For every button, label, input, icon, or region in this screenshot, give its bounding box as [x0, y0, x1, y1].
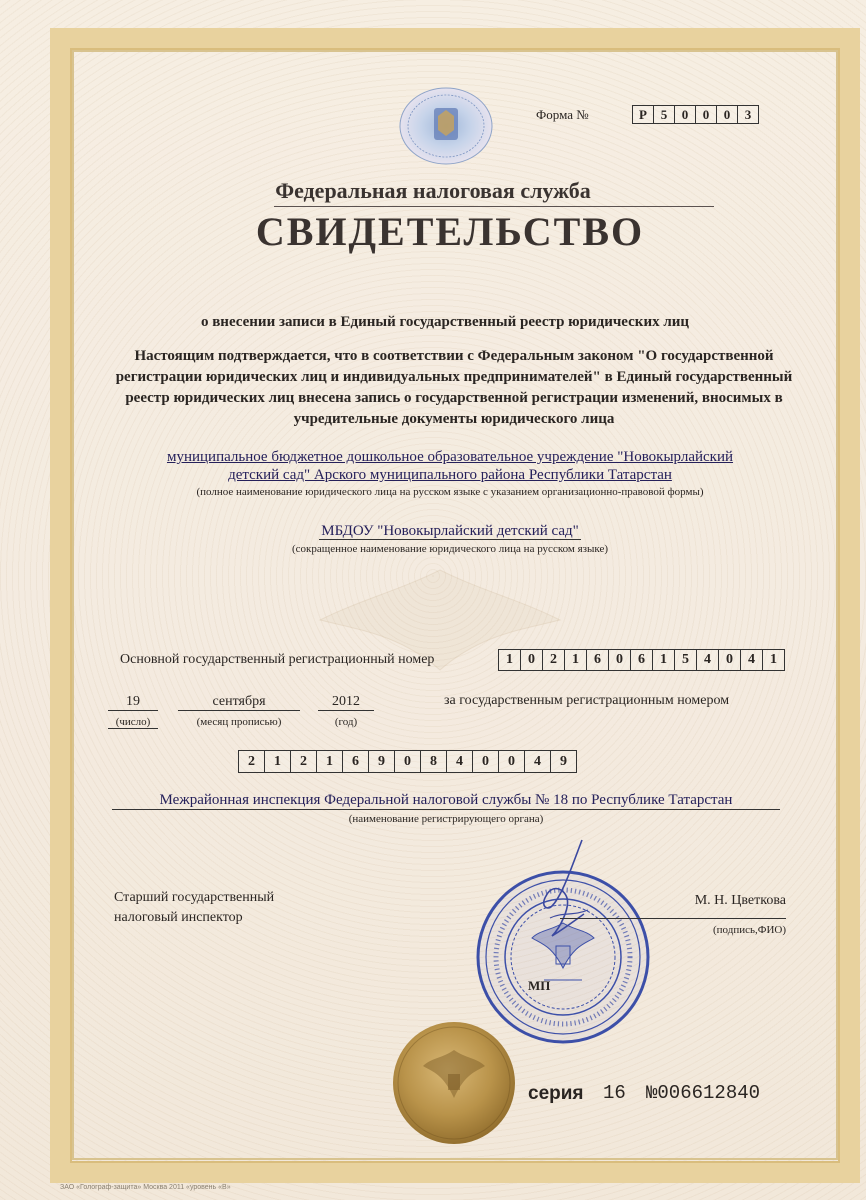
ogrn-digit: 4 [740, 649, 763, 671]
grn-number [238, 750, 576, 773]
grn-digit: 6 [342, 750, 369, 773]
grn-digit: 0 [394, 750, 421, 773]
ogrn-digit: 0 [608, 649, 631, 671]
signer-position-line2: налоговый инспектор [114, 910, 243, 925]
date-day: 19 [108, 694, 158, 711]
signature-line [560, 918, 786, 919]
signer-name: М. Н. Цветкова [694, 893, 786, 908]
entity-full-name-line2: детский сад" Арского муниципального района Республики Татарстан [228, 467, 672, 483]
ogrn-label: Основной государственный регистрационный номер [120, 652, 435, 667]
short-name-hint: (сокращенное наименование юридического лица на русском языке) [291, 543, 609, 555]
document-title: СВИДЕТЕЛЬСТВО [255, 209, 645, 254]
form-code-cell: 0 [695, 105, 717, 124]
grn-digit: 2 [238, 750, 265, 773]
form-code-cell: 5 [653, 105, 675, 124]
ogrn-digit: 4 [696, 649, 719, 671]
hologram-emblem-icon [398, 86, 494, 166]
grn-digit: 1 [264, 750, 291, 773]
ogrn-digit: 6 [630, 649, 653, 671]
form-code [632, 105, 758, 124]
entity-short-name-value: МБДОУ "Новокырлайский детский сад" [321, 523, 579, 539]
title-divider [274, 206, 714, 207]
form-code-cell: 3 [737, 105, 759, 124]
ogrn-number [498, 649, 784, 671]
date-month-hint: (месяц прописью) [196, 716, 282, 728]
registering-authority: Межрайонная инспекция Федеральной налоговой службы № 18 по Республике Татарстан [112, 792, 780, 810]
document-number: №006612840 [646, 1082, 761, 1104]
document-subtitle: о внесении записи в Единый государственный реестр юридических лиц [200, 314, 690, 330]
ogrn-digit: 0 [520, 649, 543, 671]
signer-position-line1: Старший государственный [114, 890, 275, 905]
grn-digit: 0 [472, 750, 499, 773]
ogrn-digit: 1 [762, 649, 785, 671]
full-name-hint: (полное наименование юридического лица на русском языке с указанием организационно-правовой формы) [196, 486, 704, 498]
form-code-cell: Р [632, 105, 654, 124]
ogrn-digit: 1 [498, 649, 521, 671]
grn-digit: 1 [316, 750, 343, 773]
ogrn-digit: 5 [674, 649, 697, 671]
statement-text: Настоящим подтверждается, что в соответствии с Федеральным законом "О государственной регистрации юридических лиц и индивидуальных предпринимателей" в Единый государственный реестр юридических лиц внесена запись о государственной регистрации изменений, вносимых в учредительные документы юридического лица [115, 348, 793, 427]
printer-footer: ЗАО «Голограф-защита» Москва 2011 «уровень «В» [60, 1184, 231, 1191]
ogrn-digit: 6 [586, 649, 609, 671]
date-month: сентября [178, 694, 300, 711]
authority-hint: (наименование регистрирующего органа) [348, 813, 544, 825]
handwritten-signature [512, 836, 632, 956]
seal-place-mark: МП [528, 978, 551, 993]
agency-name: Федеральная налоговая служба [275, 178, 591, 203]
reg-number-label: за государственным регистрационным номером [444, 693, 730, 708]
form-code-cell: 0 [674, 105, 696, 124]
entity-full-name [100, 448, 800, 484]
ogrn-digit: 1 [652, 649, 675, 671]
signature-hint: (подпись,ФИО) [713, 924, 786, 936]
series-label: серия [528, 1083, 584, 1104]
ogrn-digit: 1 [564, 649, 587, 671]
date-year-hint: (год) [334, 716, 358, 728]
grn-digit: 0 [498, 750, 525, 773]
grn-digit: 9 [550, 750, 577, 773]
gold-seal-icon [391, 1020, 517, 1146]
series-number: 16 [603, 1082, 626, 1104]
grn-digit: 9 [368, 750, 395, 773]
date-day-hint: (число) [108, 716, 158, 729]
grn-digit: 4 [524, 750, 551, 773]
date-year: 2012 [318, 694, 374, 711]
grn-digit: 4 [446, 750, 473, 773]
ogrn-digit: 0 [718, 649, 741, 671]
ogrn-digit: 2 [542, 649, 565, 671]
form-code-cell: 0 [716, 105, 738, 124]
grn-digit: 8 [420, 750, 447, 773]
entity-short-name [0, 523, 866, 540]
form-label: Форма № [536, 107, 589, 122]
entity-full-name-line1: муниципальное бюджетное дошкольное образовательное учреждение "Новокырлайский [166, 449, 734, 465]
grn-digit: 2 [290, 750, 317, 773]
signer-position [114, 888, 334, 928]
